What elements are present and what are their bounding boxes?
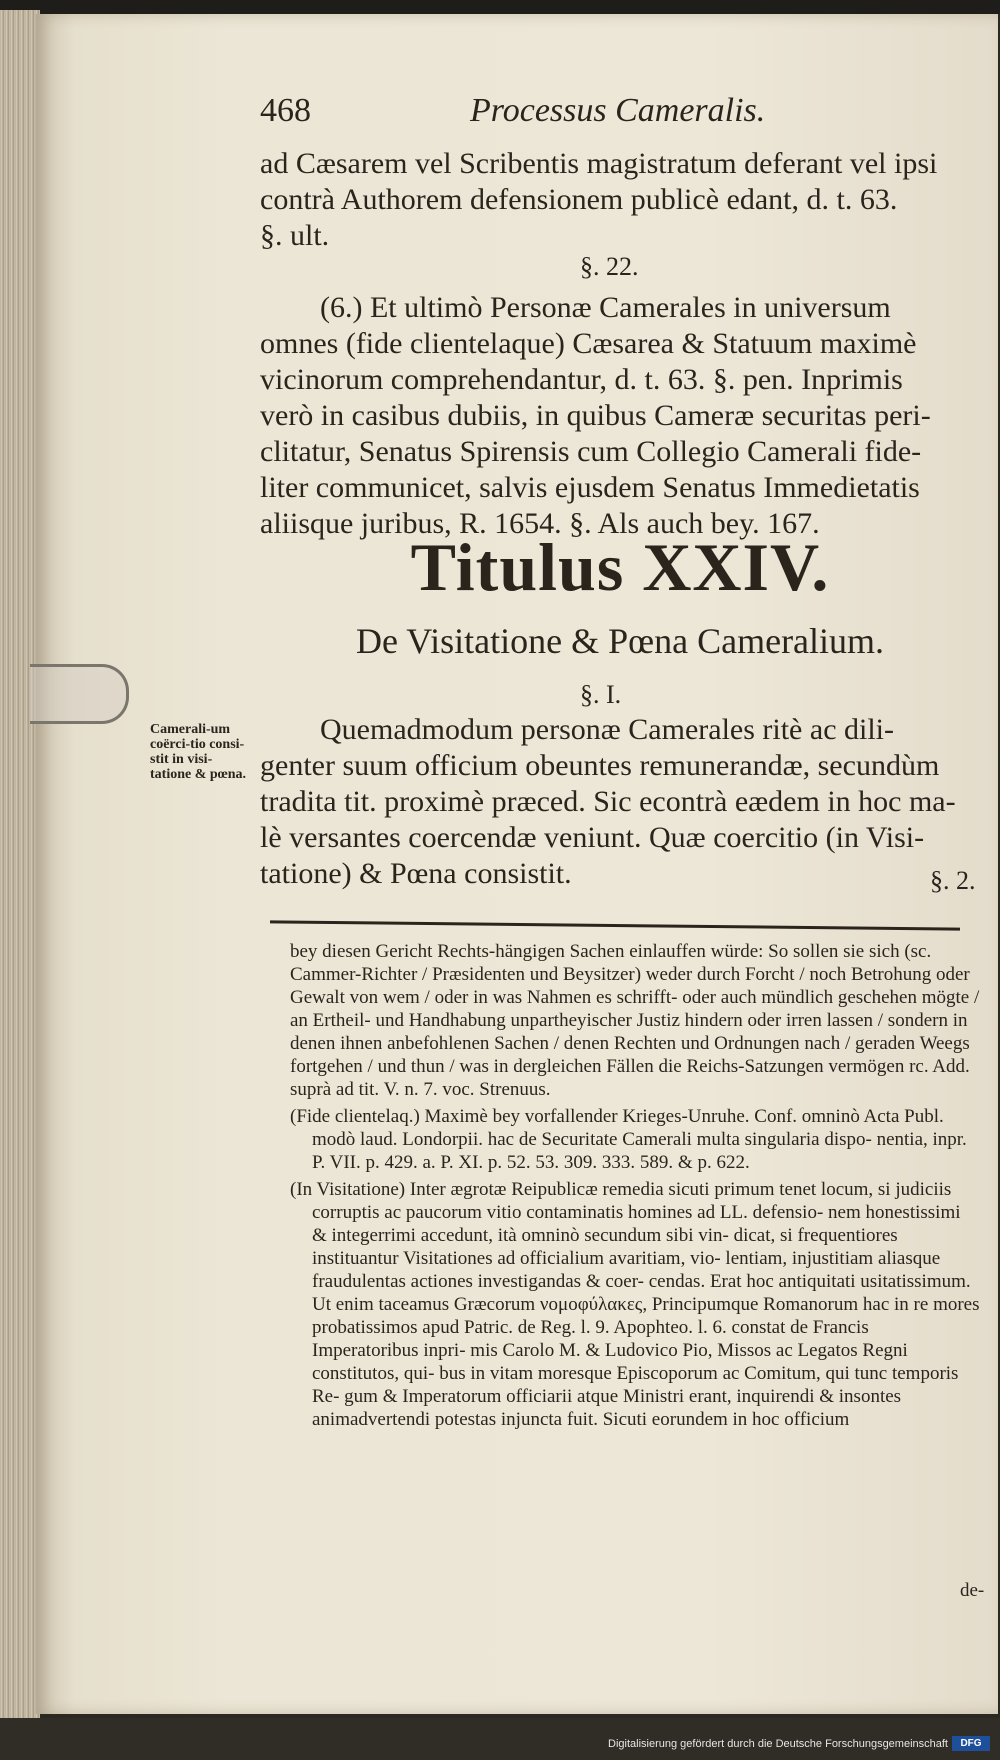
- text-line: vicinorum comprehendantur, d. t. 63. §. pen. Inprimis: [260, 363, 903, 396]
- title-heading: Titulus XXIV.: [410, 529, 830, 605]
- dfg-logo-icon: DFG: [952, 1736, 990, 1751]
- footnotes: [290, 940, 980, 1435]
- text-line: liter communicet, salvis ejusdem Senatus Immedietatis: [260, 471, 920, 504]
- footnote-continued: bey diesen Gericht Rechts-hängigen Sachen einlauffen würde: So sollen sie sich (sc. Cammer-Richter / Præsidenten und Beysitzer) weder durch Forcht / noch Betrohung oder Gewalt von wem / oder in was Nahmen es schrifft- oder auch mündlich geschehen mögte / an Ertheil- und Handhabung unpartheyischer Justiz hindern oder irren lassen / sondern in denen ihnen anbefohlenen Sachen / denen Rechten und Ordnungen nach / geraden Weegs fortgehen / und thun / was in dergleichen Fällen die Reichs-Satzungen vermögen rc. Add. suprà ad tit. V. n. 7. voc. Strenuus.: [290, 941, 980, 1100]
- text-line: §. ult.: [260, 219, 330, 252]
- footnote-in-visitatione: (In Visitatione) Inter ægrotæ Reipublicæ remedia sicuti primum tenet locum, si judiciis corruptis ac paucorum vitio contaminatis homines ad LL. defensio- nem honestissimi & integerrimi accedunt, ità omninò secundum sibi vin- dicat, si frequentiores instituantur Visitationes ad officialium avaritiam, vio- lentiam, injustitiam aliasque fraudulentas actiones investigandas & coer- cendas. Erat hoc antiquitati usitatissimum. Ut enim taceamus Græcorum νομοφύλακες, Principumque Romanorum hac in re mores probatissimos apud Patric. de Reg. l. 9. Apophteo. l. 6. constat de Francis Imperatoribus inpri- mis Carolo M. & Ludovico Pio, Missos ac Legatos Regni constitutos, qui- bus in vitam moresque Episcoporum ac Comitum, qui tunc temporis Re- gum & Imperatorum officiarii atque Ministri erant, inquirendi & insontes animadvertendi potestas injuncta fuit. Sicuti eorundem in hoc officium: [290, 1179, 980, 1430]
- text-line: aliisque juribus, R. 1654. §. Als auch bey. 167.: [260, 507, 820, 540]
- footnote-fide-clientela: (Fide clientelaq.) Maximè bey vorfallender Krieges-Unruhe. Conf. omninò Acta Publ. modò laud. Londorpii. hac de Securitate Camerali multa singularia dispo- nentia, inpr. P. VII. p. 429. a. P. XI. p. 52. 53. 309. 333. 589. & p. 622.: [290, 1106, 967, 1173]
- text-line: tradita tit. proximè præced. Sic econtrà eædem in hoc ma-: [260, 785, 956, 818]
- page-header: [260, 92, 980, 142]
- text-line: Quemadmodum personæ Camerales ritè ac dili-: [320, 713, 894, 746]
- digitization-credit: Digitalisierung gefördert durch die Deutsche Forschungsgemeinschaft: [608, 1738, 948, 1750]
- page-clip: [30, 664, 129, 724]
- paragraph-continued: [260, 146, 980, 254]
- section-1-heading: §. I.: [580, 680, 622, 709]
- text-line: ad Cæsarem vel Scribentis magistratum deferant vel ipsi: [260, 147, 938, 180]
- running-head: Processus Cameralis.: [470, 92, 766, 129]
- text-line: genter suum officium obeuntes remunerandæ, secundùm: [260, 749, 940, 782]
- title-subheading: De Visitatione & Pœna Cameralium.: [355, 621, 885, 661]
- catchword: §. 2.: [930, 866, 976, 895]
- book-spine-edge: [0, 10, 40, 1720]
- text-line: omnes (fide clientelaque) Cæsarea & Statuum maximè: [260, 327, 917, 360]
- catchword-footnote: de-: [960, 1580, 985, 1601]
- margin-note: Camerali-um coërci-tio consi-stit in visi-tatione & pœna.: [150, 722, 247, 782]
- text-line: verò in casibus dubiis, in quibus Cameræ securitas peri-: [260, 399, 931, 432]
- section-22-heading: §. 22.: [580, 252, 639, 281]
- text-line: clitatur, Senatus Spirensis cum Collegio Camerali fide-: [260, 435, 922, 468]
- text-line: contrà Authorem defensionem publicè edant, d. t. 63.: [260, 183, 898, 216]
- text-line: lè versantes coercendæ veniunt. Quæ coercitio (in Visi-: [260, 821, 925, 854]
- page-number: 468: [260, 92, 311, 129]
- section-1-body: [260, 712, 980, 892]
- text-line: tatione) & Pœna consistit.: [260, 857, 572, 890]
- section-22-body: [260, 290, 980, 542]
- text-line: (6.) Et ultimò Personæ Camerales in universum: [320, 291, 891, 324]
- top-border: [0, 0, 1000, 14]
